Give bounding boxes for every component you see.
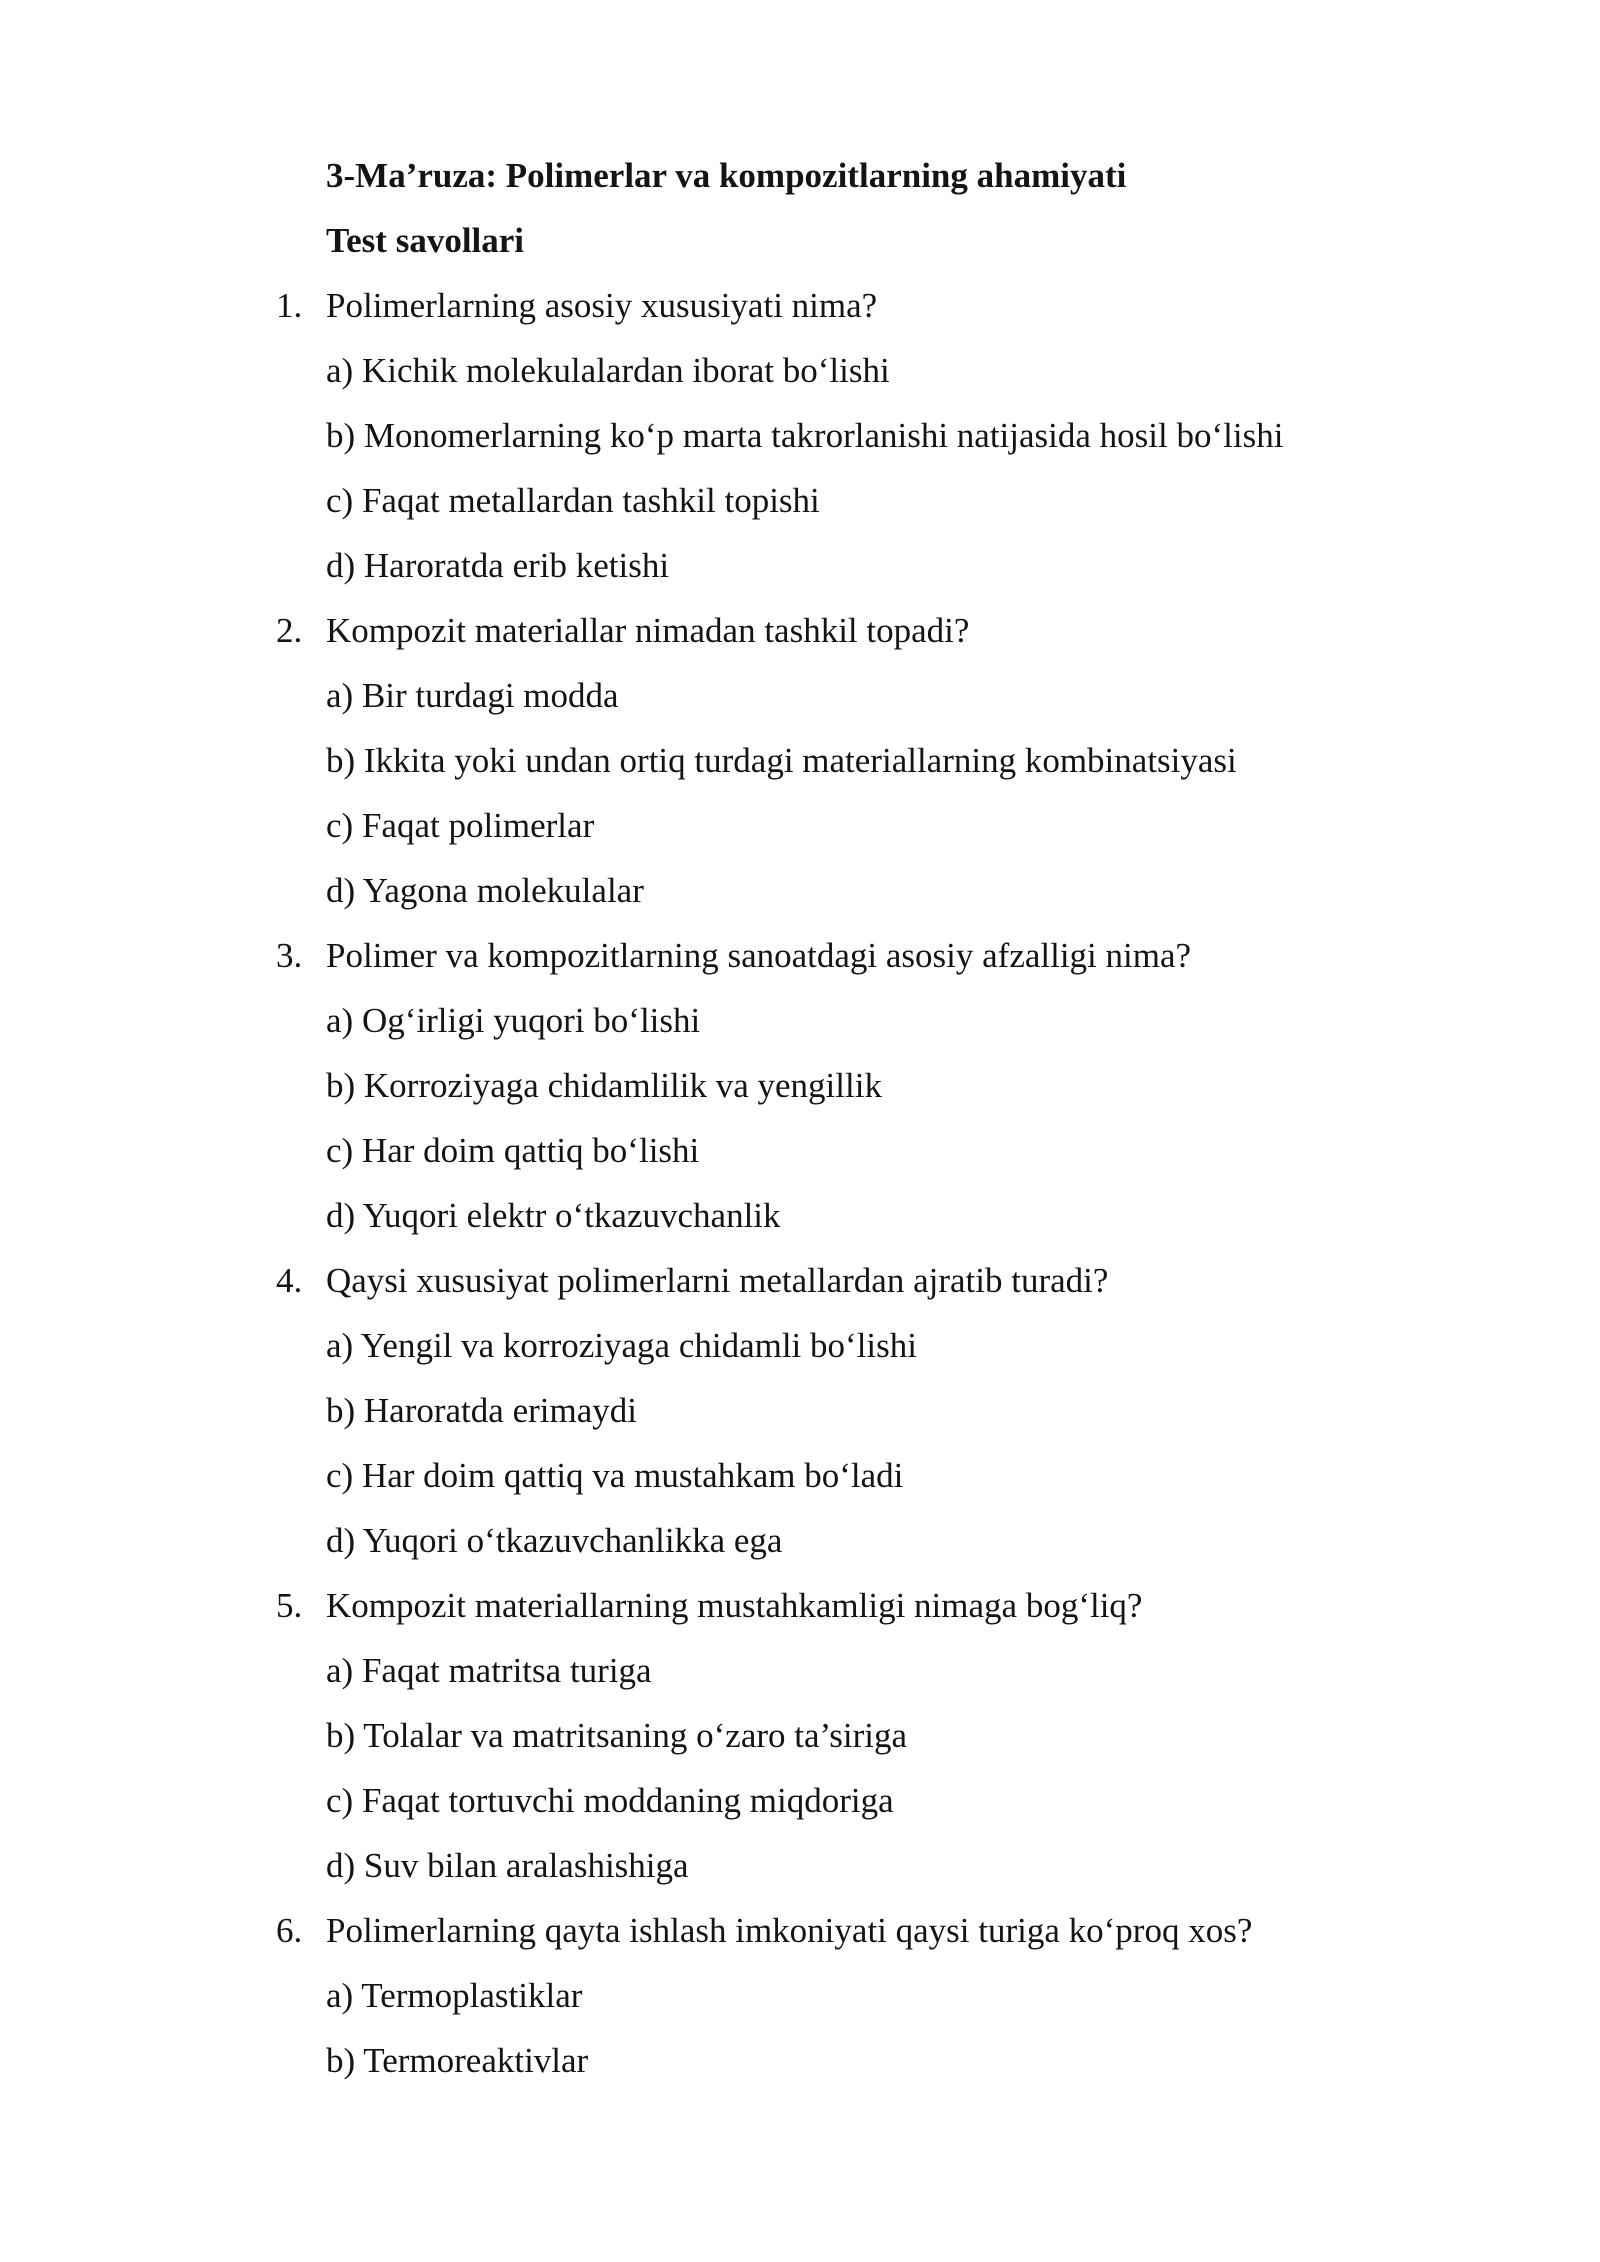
section-subtitle: Test savollari: [326, 221, 525, 260]
question-number: 4.: [276, 1261, 303, 1300]
answer-option: c) Faqat tortuvchi moddaning miqdoriga: [326, 1781, 894, 1820]
question-number: 5.: [276, 1586, 303, 1625]
answer-option: c) Faqat metallardan tashkil topishi: [326, 481, 820, 520]
question-text: Polimerlarning qayta ishlash imkoniyati qaysi turiga ko‘proq xos?: [326, 1911, 1253, 1950]
question-text: Qaysi xususiyat polimerlarni metallardan ajratib turadi?: [326, 1261, 1109, 1300]
answer-option: b) Haroratda erimaydi: [326, 1391, 637, 1430]
answer-option: c) Faqat polimerlar: [326, 806, 595, 845]
answer-option: b) Korroziyaga chidamlilik va yengillik: [326, 1066, 882, 1105]
question-number: 3.: [276, 936, 303, 975]
question-text: Polimerlarning asosiy xususiyati nima?: [326, 286, 878, 325]
answer-option: b) Termoreaktivlar: [326, 2041, 589, 2080]
question-number: 1.: [276, 286, 303, 325]
lecture-title: 3-Ma’ruza: Polimerlar va kompozitlarning ahamiyati: [326, 156, 1127, 195]
answer-option: c) Har doim qattiq bo‘lishi: [326, 1131, 700, 1170]
answer-option: c) Har doim qattiq va mustahkam bo‘ladi: [326, 1456, 904, 1495]
answer-option: d) Haroratda erib ketishi: [326, 546, 670, 585]
answer-option: d) Suv bilan aralashishiga: [326, 1846, 689, 1885]
question-6: [276, 1903, 1426, 1968]
question-4: [276, 1253, 1426, 1318]
answer-option: a) Og‘irligi yuqori bo‘lishi: [326, 1001, 701, 1040]
answer-option: b) Monomerlarning ko‘p marta takrorlanishi natijasida hosil bo‘lishi: [326, 416, 1284, 455]
question-text: Polimer va kompozitlarning sanoatdagi asosiy afzalligi nima?: [326, 936, 1192, 975]
answer-option: a) Faqat matritsa turiga: [326, 1651, 652, 1690]
answer-option: d) Yuqori elektr o‘tkazuvchanlik: [326, 1196, 781, 1235]
answer-option: b) Tolalar va matritsaning o‘zaro ta’siriga: [326, 1716, 908, 1755]
question-2: [276, 603, 1426, 668]
question-5: [276, 1578, 1426, 1643]
question-text: Kompozit materiallarning mustahkamligi nimaga bog‘liq?: [326, 1586, 1143, 1625]
question-1: [276, 278, 1426, 343]
answer-option: a) Kichik molekulalardan iborat bo‘lishi: [326, 351, 890, 390]
answer-option: b) Ikkita yoki undan ortiq turdagi materiallarning kombinatsiyasi: [326, 741, 1237, 780]
answer-option: d) Yagona molekulalar: [326, 871, 644, 910]
answer-option: a) Bir turdagi modda: [326, 676, 619, 715]
answer-option: a) Yengil va korroziyaga chidamli bo‘lishi: [326, 1326, 917, 1365]
answer-option: d) Yuqori o‘tkazuvchanlikka ega: [326, 1521, 783, 1560]
question-text: Kompozit materiallar nimadan tashkil topadi?: [326, 611, 970, 650]
answer-option: a) Termoplastiklar: [326, 1976, 583, 2015]
question-number: 6.: [276, 1911, 303, 1950]
document-content: [276, 148, 1426, 2098]
question-3: [276, 928, 1426, 993]
question-number: 2.: [276, 611, 303, 650]
